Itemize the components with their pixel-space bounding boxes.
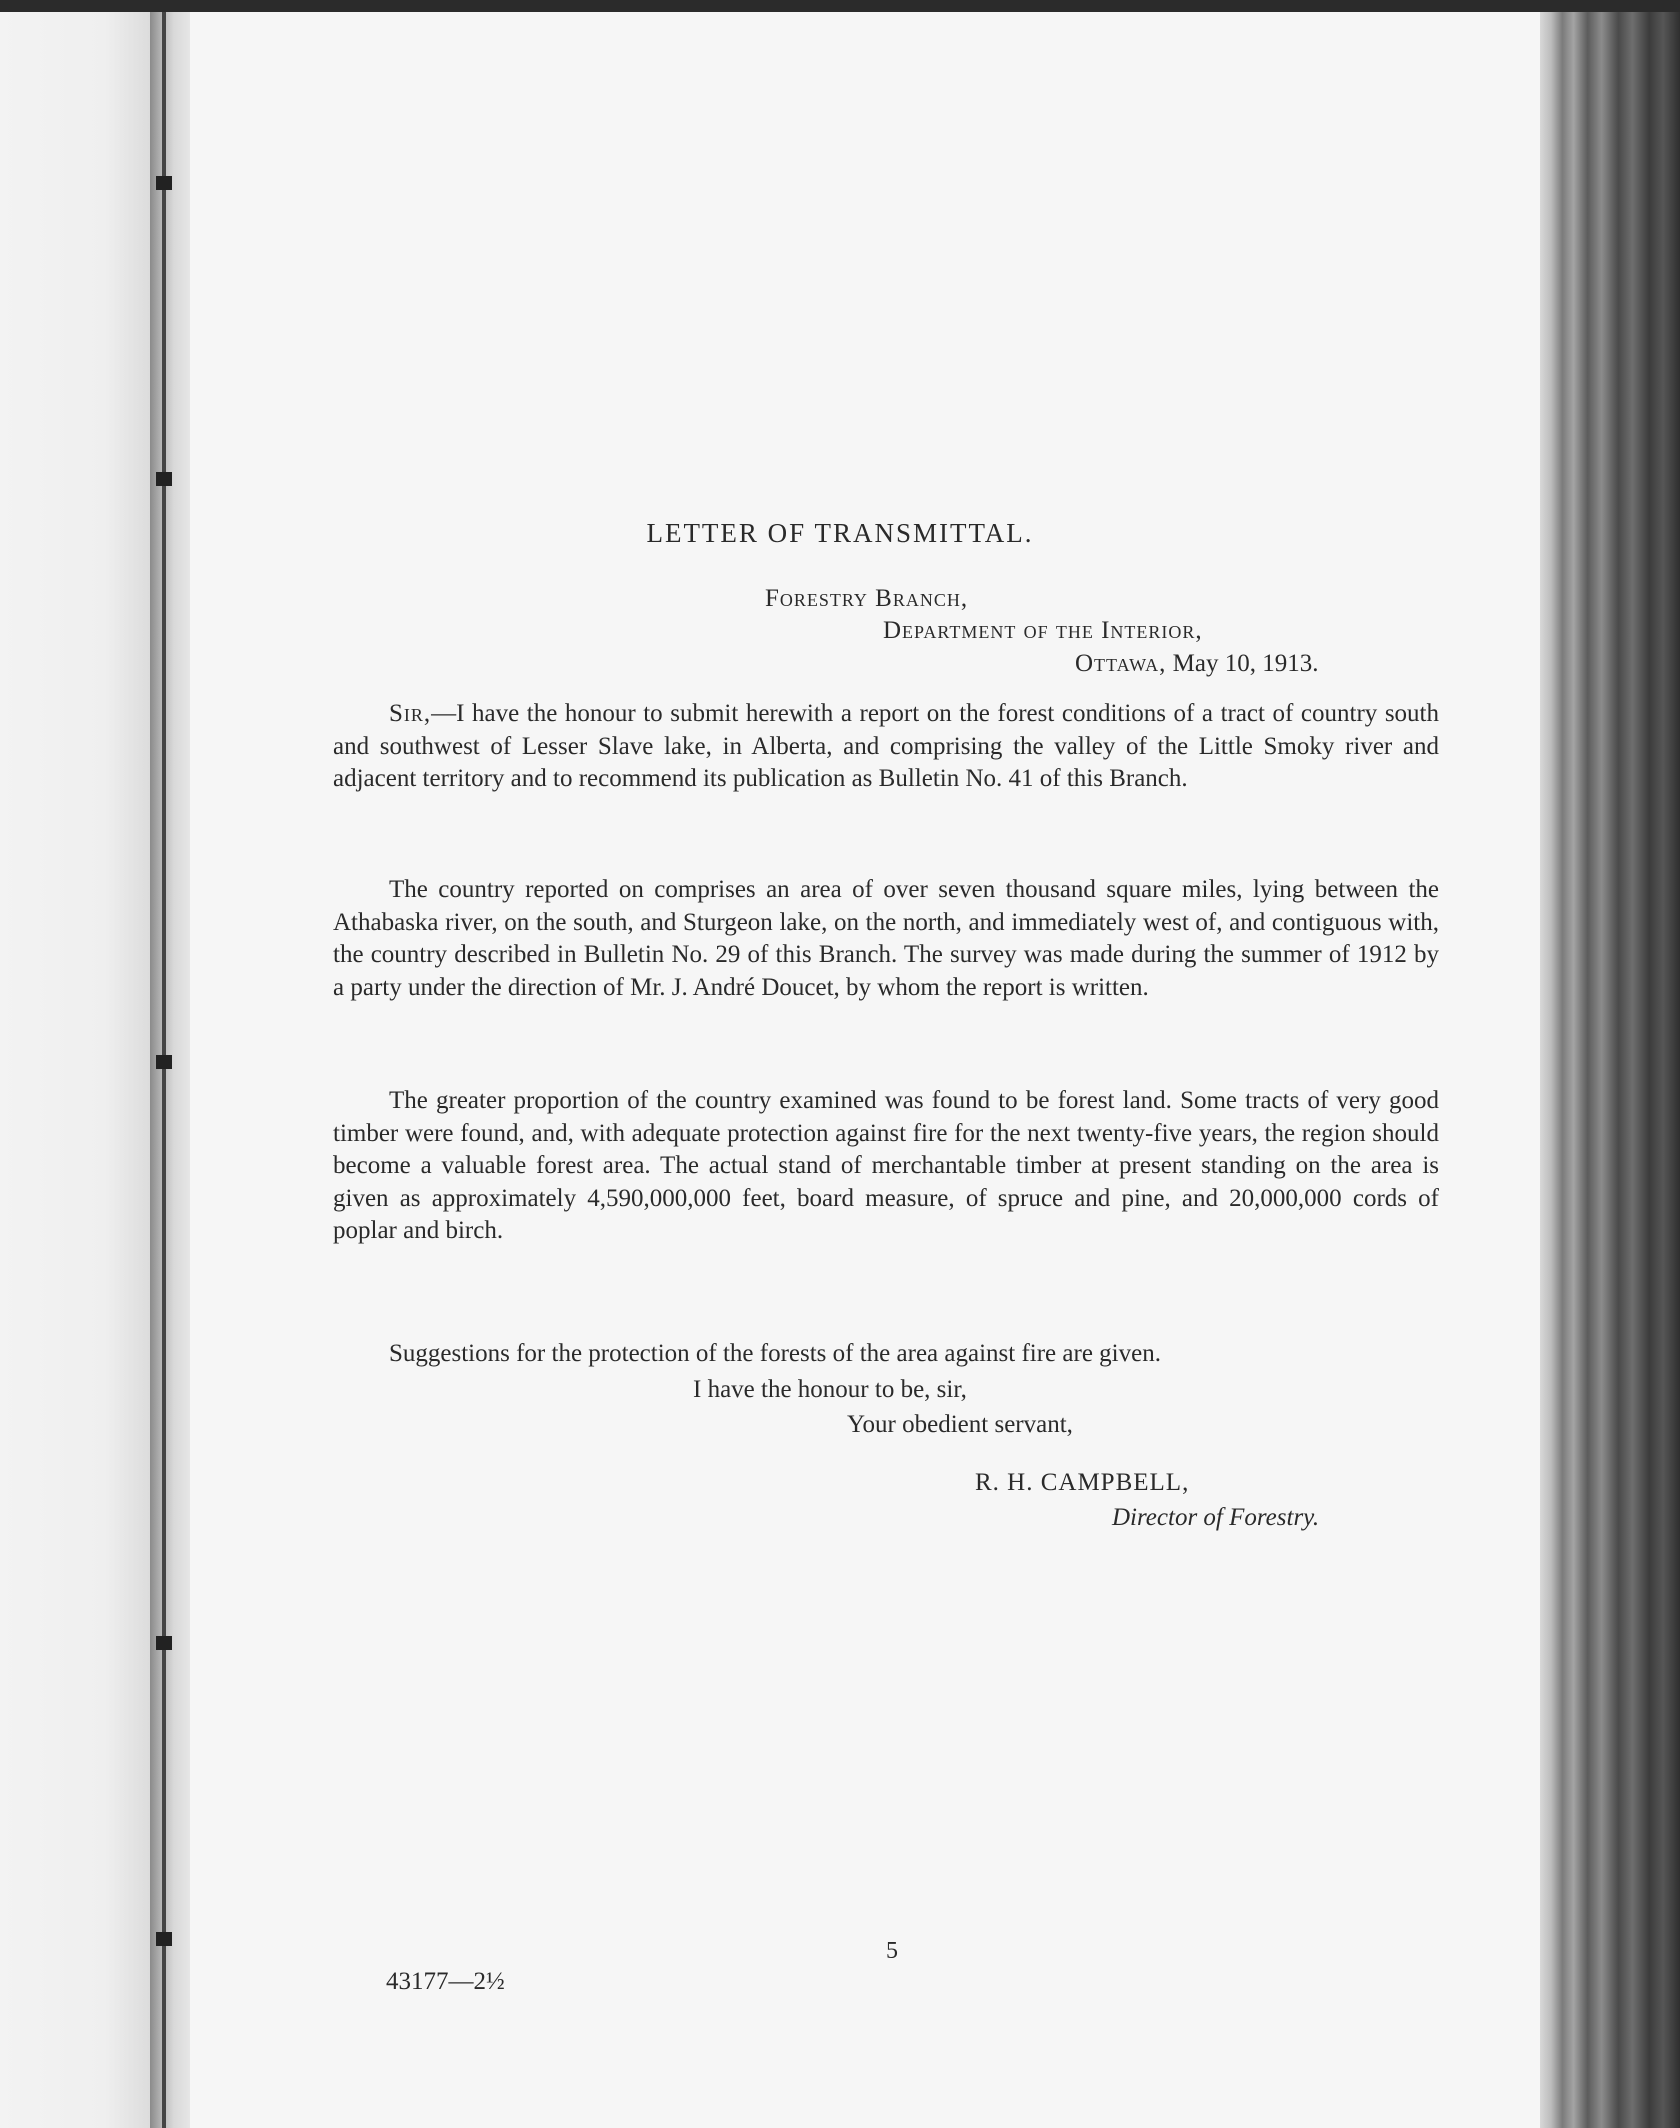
address-line-department: Department of the Interior, [883, 617, 1203, 644]
left-page [0, 12, 150, 2128]
binding-stitch [156, 472, 172, 486]
book-spine [150, 12, 190, 2128]
page-edges [1540, 12, 1680, 2128]
address-place: Ottawa, [1075, 650, 1167, 677]
paragraph-4: Suggestions for the protection of the forests of the area against fire are given. [389, 1340, 1161, 1367]
address-line-branch: Forestry Branch, [765, 585, 969, 612]
salutation: Sir, [389, 700, 432, 727]
paragraph-1 [333, 698, 1439, 796]
binding-stitch [156, 176, 172, 190]
signer-name: R. H. CAMPBELL, [975, 1469, 1190, 1496]
signer-title: Director of Forestry. [1112, 1504, 1320, 1531]
paragraph-1-text: —I have the honour to submit herewith a report on the forest conditions of a tract of country south and southwest of Lesser Slave lake, in Alberta, and comprising the valley of the Little Smoky river and adjacent territory and to recommend its publication as Bulletin No. 41 of this Branch. [333, 700, 1439, 792]
binding-stitch [156, 1636, 172, 1650]
closing-line-1: I have the honour to be, sir, [693, 1376, 967, 1403]
address-line-place-date [1075, 650, 1318, 678]
paragraph-2: The country reported on comprises an area of over seven thousand square miles, lying between the Athabaska river, on the south, and Sturgeon lake, on the north, and immediately west of, and contiguous with, the country described in Bulletin No. 29 of this Branch. The survey was made during the summer of 1912 by a party under the direction of Mr. J. André Doucet, by whom the report is written. [333, 876, 1439, 1001]
binding-stitch [156, 1932, 172, 1946]
letter-heading: LETTER OF TRANSMITTAL. [646, 518, 1034, 548]
book-top-edge [0, 0, 1680, 12]
page-number: 5 [886, 1938, 898, 1964]
right-page [190, 12, 1540, 2128]
binding-thread [162, 12, 166, 2128]
address-date: May 10, 1913. [1172, 650, 1319, 677]
binding-stitch [156, 1055, 172, 1069]
paragraph-3: The greater proportion of the country examined was found to be forest land. Some tracts of very good timber were found, and, with adequate protection against fire for the next twenty-five years, the region should become a valuable forest area. The actual stand of merchantable timber at present standing on the area is given as approximately 4,590,000,000 feet, board measure, of spruce and pine, and 20,000,000 cords of poplar and birch. [333, 1087, 1439, 1244]
closing-line-2: Your obedient servant, [847, 1411, 1073, 1438]
printer-signature-mark: 43177—2½ [386, 1968, 505, 1995]
